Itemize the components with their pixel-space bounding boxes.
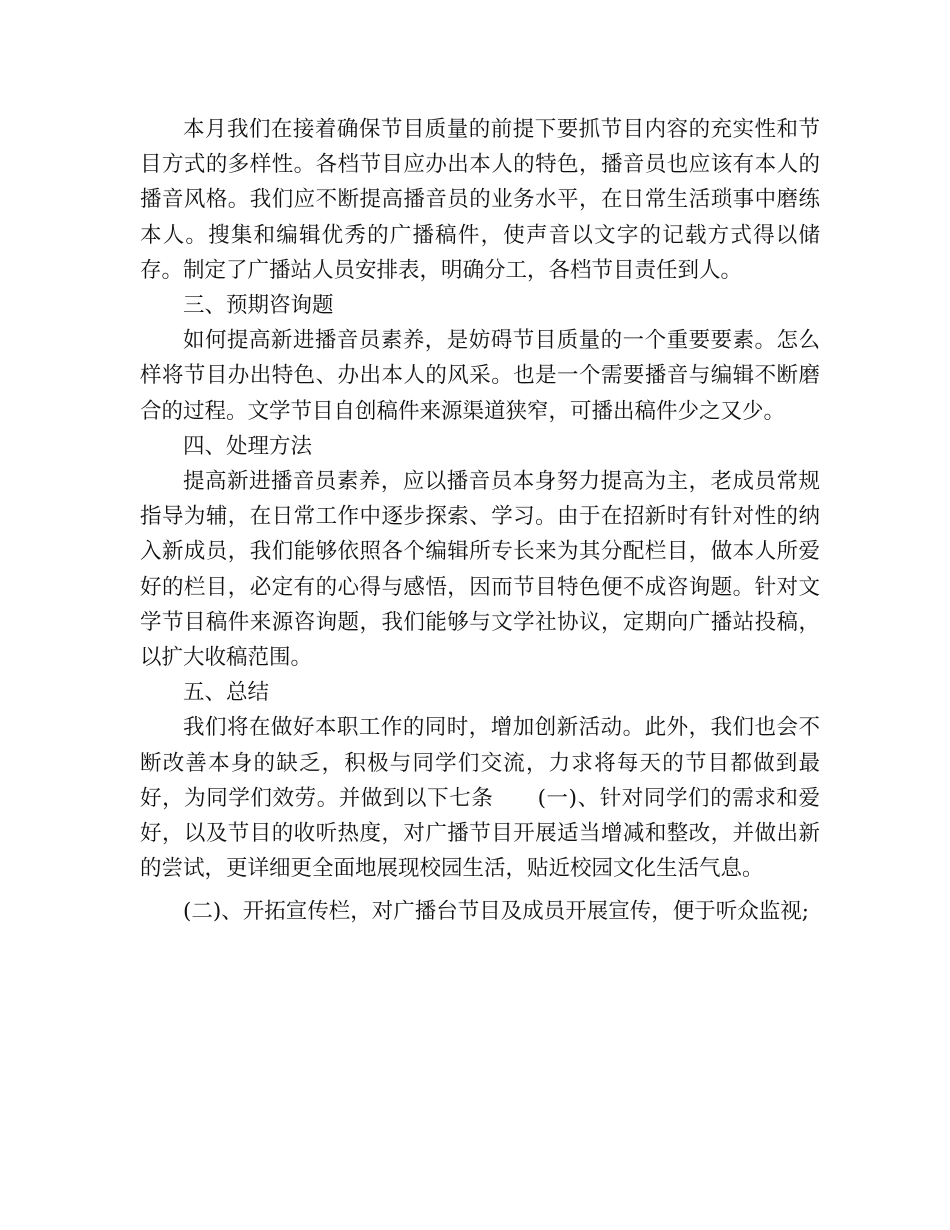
section-heading-solutions: 四、处理方法 bbox=[183, 433, 313, 459]
section-heading-summary: 五、总结 bbox=[183, 680, 270, 706]
paragraph-expected-problems: 如何提高新进播音员素养，是妨碍节目质量的一个重要要素。怎么样将节目办出特色、办出本人的风采。也是一个需要播音与编辑不断磨合的过程。文学节目自创稿件来源渠道狭窄，可播出稿件少之又少。 bbox=[140, 328, 820, 424]
paragraph-solutions: 提高新进播音员素养，应以播音员本身努力提高为主，老成员常规指导为辅，在日常工作中逐步探索、学习。由于在招新时有针对性的纳入新成员，我们能够依照各个编辑所专长来为其分配栏目，做本人所爱好的栏目，必定有的心得与感悟，因而节目特色便不成咨询题。针对文学节目稿件来源咨询题，我们能够与文学社协议，定期向广播站投稿，以扩大收稿范围。 bbox=[140, 469, 820, 671]
paragraph-summary: 我们将在做好本职工作的同时，增加创新活动。此外，我们也会不断改善本身的缺乏，积极与同学们交流，力求将每天的节目都做到最好，为同学们效劳。并做到以下七条 (一)、针对同学们的需求和爱好，以及节目的收听热度，对广播节目开展适当增减和整改，并做出新的尝试，更详细更全面地展现校园生活，贴近校园文化生活气息。 bbox=[140, 715, 820, 882]
paragraph-program-quality: 本月我们在接着确保节目质量的前提下要抓节目内容的充实性和节目方式的多样性。各档节目应办出本人的特色，播音员也应该有本人的播音风格。我们应不断提高播音员的业务水平，在日常生活琐事中磨练本人。搜集和编辑优秀的广播稿件，使声音以文字的记载方式得以储存。制定了广播站人员安排表，明确分工，各档节目责任到人。 bbox=[140, 117, 820, 283]
paragraph-item-two: (二)、开拓宣传栏，对广播台节目及成员开展宣传，便于听众监视; bbox=[183, 899, 810, 925]
document-body bbox=[140, 112, 820, 930]
section-heading-expected-problems: 三、预期咨询题 bbox=[183, 293, 334, 319]
